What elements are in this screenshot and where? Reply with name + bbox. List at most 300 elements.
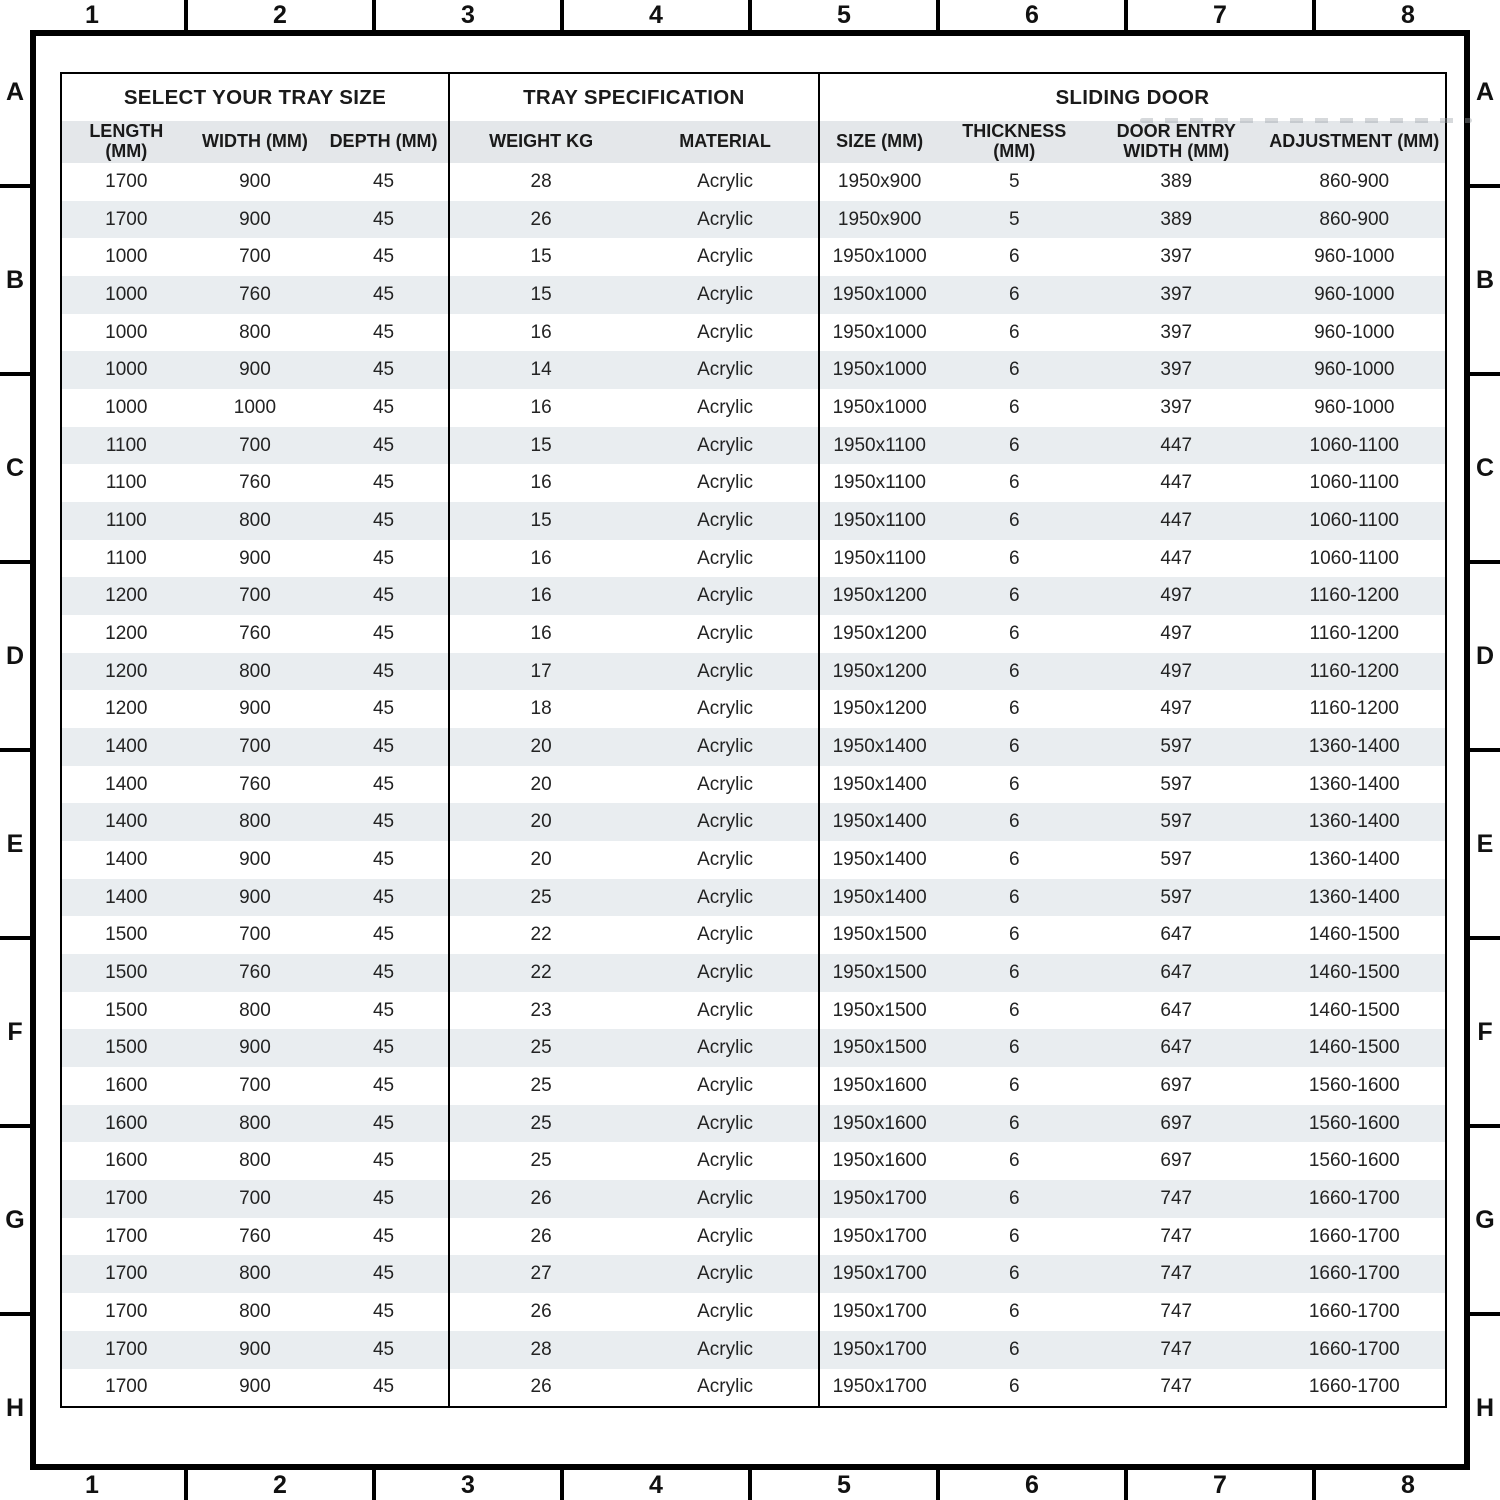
table-cell: 26 <box>448 1369 632 1407</box>
column-header: WEIGHT KG <box>448 121 632 163</box>
table-cell: 1400 <box>105 811 148 833</box>
ruler-label-top-7: 8 <box>1401 0 1415 29</box>
table-cell: 25 <box>448 879 632 917</box>
table-row <box>62 163 1445 201</box>
ruler-label-right-4: E <box>1470 752 1500 940</box>
table-cell: 45 <box>372 434 395 456</box>
table-cell: 45 <box>372 547 395 569</box>
table-cell: 25 <box>448 1029 632 1067</box>
ruler-label-top-5: 6 <box>940 0 1128 30</box>
table-cell: 1950x1200 <box>818 615 940 653</box>
table-row <box>62 389 1445 427</box>
table-cell: 16 <box>448 540 632 578</box>
column-header: LENGTH (MM) <box>89 121 164 161</box>
table-cell: 16 <box>448 464 632 502</box>
table-cell: 25 <box>448 1105 632 1143</box>
table-cell: 15 <box>448 502 632 540</box>
table-cell: 597 <box>1160 773 1193 795</box>
table-cell: 1950x1700 <box>818 1293 940 1331</box>
table-cell: 597 <box>1160 886 1193 908</box>
table-cell: 497 <box>1160 660 1193 682</box>
ruler-label-right-0: A <box>1470 0 1500 188</box>
table-cell: 6 <box>1008 1037 1020 1059</box>
table-cell: 1000 <box>105 321 148 343</box>
ruler-label-top-0: 1 <box>0 0 188 30</box>
ruler-label-bottom-7: 8 <box>1401 1470 1415 1499</box>
table-cell: 1660-1700 <box>1308 1225 1400 1247</box>
table-row <box>62 954 1445 992</box>
table-row <box>62 1255 1445 1293</box>
table-cell: 28 <box>448 1331 632 1369</box>
table-cell: 6 <box>1008 660 1020 682</box>
table-cell: 397 <box>1160 246 1193 268</box>
table-cell: 1950x1100 <box>818 502 940 540</box>
table-cell: 1400 <box>105 848 148 870</box>
table-cell: 45 <box>372 924 395 946</box>
table-cell: 1100 <box>105 547 147 569</box>
table-cell: 1950x1600 <box>818 1142 940 1180</box>
table-row <box>62 351 1445 389</box>
table-cell: 6 <box>1008 1338 1020 1360</box>
table-cell: 16 <box>448 314 632 352</box>
table-row <box>62 653 1445 691</box>
table-cell: 597 <box>1160 735 1193 757</box>
table-cell: 1600 <box>105 1150 148 1172</box>
table-cell: 6 <box>1008 396 1020 418</box>
table-cell: 1950x1000 <box>818 389 940 427</box>
table-cell: 960-1000 <box>1314 246 1395 268</box>
table-cell: Acrylic <box>697 848 754 870</box>
table-cell: 16 <box>448 577 632 615</box>
table-cell: 45 <box>372 1338 395 1360</box>
table-cell: 447 <box>1160 472 1193 494</box>
table-cell: 45 <box>372 1263 395 1285</box>
table-cell: 6 <box>1008 886 1020 908</box>
column-header: WIDTH (MM) <box>201 131 308 152</box>
table-cell: 1500 <box>105 1037 148 1059</box>
column-header: SIZE (MM) <box>818 121 940 163</box>
table-cell: Acrylic <box>697 735 754 757</box>
table-cell: 45 <box>372 1150 395 1172</box>
table-cell: 597 <box>1160 848 1193 870</box>
table-cell: 45 <box>372 735 395 757</box>
table-cell: 1360-1400 <box>1308 811 1400 833</box>
table-cell: 1460-1500 <box>1308 1037 1400 1059</box>
table-cell: 15 <box>448 276 632 314</box>
table-cell: 647 <box>1160 1037 1193 1059</box>
table-row <box>62 690 1445 728</box>
table-cell: 860-900 <box>1319 170 1390 192</box>
table-cell: 1950x1500 <box>818 916 940 954</box>
table-cell: 45 <box>372 472 395 494</box>
section-title: SELECT YOUR TRAY SIZE <box>123 85 387 109</box>
ruler-label-left-3: D <box>0 564 30 752</box>
table-cell: Acrylic <box>697 321 754 343</box>
table-cell: Acrylic <box>697 509 754 531</box>
table-row <box>62 1331 1445 1369</box>
table-cell: 397 <box>1160 396 1193 418</box>
table-cell: 1950x1500 <box>818 992 940 1030</box>
table-cell: 900 <box>239 170 271 192</box>
ruler-label-bottom-6: 7 <box>1128 1470 1316 1500</box>
table-cell: 6 <box>1008 1300 1020 1322</box>
table-cell: 1000 <box>105 396 148 418</box>
table-cell: 1950x900 <box>818 201 940 239</box>
table-cell: Acrylic <box>697 170 754 192</box>
table-cell: 1700 <box>105 1263 148 1285</box>
table-cell: 5 <box>1008 208 1020 230</box>
table-cell: 1700 <box>105 208 148 230</box>
table-cell: 6 <box>1008 999 1020 1021</box>
table-cell: 747 <box>1160 1225 1193 1247</box>
table-cell: 6 <box>1008 773 1020 795</box>
table-cell: 700 <box>239 735 271 757</box>
table-cell: 1700 <box>105 1225 148 1247</box>
table-cell: 6 <box>1008 547 1020 569</box>
table-cell: 1200 <box>105 622 148 644</box>
table-cell: 1700 <box>105 1376 148 1398</box>
table-cell: 700 <box>239 585 271 607</box>
table-cell: 45 <box>372 283 395 305</box>
table-cell: Acrylic <box>697 1338 754 1360</box>
spec-table <box>60 72 1447 1408</box>
table-cell: 800 <box>239 509 271 531</box>
table-cell: 1100 <box>105 434 147 456</box>
table-cell: Acrylic <box>697 1300 754 1322</box>
table-cell: 1950x1700 <box>818 1180 940 1218</box>
table-cell: 14 <box>448 351 632 389</box>
table-row <box>62 803 1445 841</box>
table-cell: 697 <box>1160 1074 1193 1096</box>
table-cell: 1660-1700 <box>1308 1300 1400 1322</box>
table-cell: 1950x1400 <box>818 766 940 804</box>
table-cell: 45 <box>372 886 395 908</box>
table-cell: Acrylic <box>697 886 754 908</box>
ruler-label-top-4: 5 <box>752 0 940 30</box>
table-row <box>62 766 1445 804</box>
table-cell: 1360-1400 <box>1308 886 1400 908</box>
table-cell: 1060-1100 <box>1309 472 1399 494</box>
column-header-row <box>62 121 1445 163</box>
table-cell: 900 <box>239 359 271 381</box>
table-cell: 45 <box>372 585 395 607</box>
table-cell: 800 <box>239 660 271 682</box>
table-cell: Acrylic <box>697 1376 754 1398</box>
table-cell: 20 <box>448 728 632 766</box>
table-cell: 760 <box>239 1225 271 1247</box>
table-cell: 900 <box>239 698 271 720</box>
table-cell: 6 <box>1008 283 1020 305</box>
table-cell: 389 <box>1160 208 1193 230</box>
table-cell: 26 <box>448 1293 632 1331</box>
table-cell: Acrylic <box>697 585 754 607</box>
table-cell: 447 <box>1160 434 1193 456</box>
table-cell: 1660-1700 <box>1308 1187 1400 1209</box>
table-cell: 1700 <box>105 1338 148 1360</box>
table-cell: 1160-1200 <box>1309 660 1399 682</box>
table-cell: 1360-1400 <box>1308 773 1400 795</box>
table-cell: 20 <box>448 841 632 879</box>
table-cell: 960-1000 <box>1314 321 1395 343</box>
column-header: DOOR ENTRY WIDTH (MM) <box>1116 121 1236 161</box>
table-cell: Acrylic <box>697 999 754 1021</box>
table-cell: 447 <box>1160 509 1193 531</box>
table-cell: 760 <box>239 472 271 494</box>
table-cell: 23 <box>448 992 632 1030</box>
table-cell: 747 <box>1160 1338 1193 1360</box>
ruler-label-bottom-1: 2 <box>188 1470 376 1500</box>
table-cell: 647 <box>1160 999 1193 1021</box>
table-cell: 45 <box>372 848 395 870</box>
table-cell: 1950x1400 <box>818 879 940 917</box>
ruler-label-top-6: 7 <box>1128 0 1316 30</box>
ruler-left <box>0 0 30 1500</box>
table-cell: 1160-1200 <box>1309 698 1399 720</box>
table-row <box>62 615 1445 653</box>
table-cell: Acrylic <box>697 773 754 795</box>
table-cell: 45 <box>372 170 395 192</box>
table-cell: 6 <box>1008 735 1020 757</box>
table-cell: 800 <box>239 999 271 1021</box>
table-cell: 860-900 <box>1319 208 1390 230</box>
table-row <box>62 540 1445 578</box>
table-cell: 6 <box>1008 472 1020 494</box>
table-cell: 1160-1200 <box>1309 585 1399 607</box>
table-cell: Acrylic <box>697 1225 754 1247</box>
table-cell: 1660-1700 <box>1308 1376 1400 1398</box>
table-cell: 45 <box>372 246 395 268</box>
table-cell: 1360-1400 <box>1308 848 1400 870</box>
table-cell: 1460-1500 <box>1308 999 1400 1021</box>
table-cell: Acrylic <box>697 359 754 381</box>
table-cell: 1400 <box>105 735 148 757</box>
table-cell: 397 <box>1160 283 1193 305</box>
ruler-label-left-1: B <box>0 188 30 376</box>
table-cell: 27 <box>448 1255 632 1293</box>
table-cell: 1950x1600 <box>818 1105 940 1143</box>
ruler-label-top-3: 4 <box>564 0 752 30</box>
table-cell: 6 <box>1008 811 1020 833</box>
ruler-label-right-1: B <box>1470 188 1500 376</box>
table-row <box>62 502 1445 540</box>
ruler-label-top-2: 3 <box>376 0 564 30</box>
table-cell: 1950x1000 <box>818 276 940 314</box>
table-cell: 900 <box>239 1037 271 1059</box>
table-cell: 1200 <box>105 660 148 682</box>
table-row <box>62 1067 1445 1105</box>
table-cell: Acrylic <box>697 961 754 983</box>
ruler-label-left-5: F <box>0 940 30 1128</box>
table-cell: 1060-1100 <box>1309 434 1399 456</box>
ruler-label-left-7: H <box>5 1393 25 1422</box>
table-cell: 6 <box>1008 961 1020 983</box>
table-cell: 18 <box>448 690 632 728</box>
table-cell: 1950x1100 <box>818 427 940 465</box>
table-cell: 45 <box>372 208 395 230</box>
table-cell: 447 <box>1160 547 1193 569</box>
table-cell: 1600 <box>105 1074 148 1096</box>
table-cell: 1560-1600 <box>1308 1074 1400 1096</box>
table-cell: 760 <box>239 283 271 305</box>
table-row <box>62 314 1445 352</box>
table-cell: 6 <box>1008 1376 1020 1398</box>
table-cell: 747 <box>1160 1300 1193 1322</box>
ruler-label-bottom-2: 3 <box>376 1470 564 1500</box>
table-cell: 397 <box>1160 359 1193 381</box>
table-cell: 1700 <box>105 1300 148 1322</box>
table-row <box>62 1293 1445 1331</box>
table-cell: 1200 <box>105 698 148 720</box>
table-cell: 1400 <box>105 886 148 908</box>
table-cell: 1100 <box>105 509 147 531</box>
table-body <box>62 163 1445 1406</box>
table-cell: 1000 <box>105 359 148 381</box>
table-cell: 5 <box>1008 170 1020 192</box>
section-title-row <box>62 74 1445 121</box>
table-cell: 747 <box>1160 1263 1193 1285</box>
ruler-label-left-2: C <box>0 376 30 564</box>
table-cell: 800 <box>239 811 271 833</box>
table-cell: 1950x1700 <box>818 1218 940 1256</box>
table-cell: 45 <box>372 773 395 795</box>
table-cell: 20 <box>448 766 632 804</box>
table-cell: Acrylic <box>697 622 754 644</box>
table-cell: Acrylic <box>697 1112 754 1134</box>
table-cell: 1000 <box>233 396 277 418</box>
table-cell: 800 <box>239 1300 271 1322</box>
table-cell: Acrylic <box>697 208 754 230</box>
table-cell: 45 <box>372 359 395 381</box>
table-cell: 45 <box>372 1074 395 1096</box>
table-cell: 16 <box>448 615 632 653</box>
table-cell: 700 <box>239 1074 271 1096</box>
table-cell: 597 <box>1160 811 1193 833</box>
table-cell: 1700 <box>105 170 148 192</box>
table-cell: 1950x1700 <box>818 1369 940 1407</box>
table-row <box>62 1180 1445 1218</box>
table-cell: Acrylic <box>697 1037 754 1059</box>
table-cell: 45 <box>372 1225 395 1247</box>
table-cell: 700 <box>239 1187 271 1209</box>
table-cell: 1500 <box>105 961 148 983</box>
table-cell: 45 <box>372 509 395 531</box>
table-cell: Acrylic <box>697 811 754 833</box>
table-cell: 960-1000 <box>1314 283 1395 305</box>
table-cell: 1950x1200 <box>818 690 940 728</box>
table-cell: Acrylic <box>697 1263 754 1285</box>
section-title: TRAY SPECIFICATION <box>448 74 818 121</box>
table-row <box>62 1105 1445 1143</box>
table-cell: 45 <box>372 961 395 983</box>
table-cell: 1950x900 <box>818 163 940 201</box>
table-cell: 1060-1100 <box>1309 547 1399 569</box>
table-cell: 1660-1700 <box>1308 1263 1400 1285</box>
ruler-label-bottom-0: 1 <box>0 1470 188 1500</box>
table-cell: 22 <box>448 916 632 954</box>
table-row <box>62 728 1445 766</box>
table-cell: 700 <box>239 434 271 456</box>
table-cell: 700 <box>239 924 271 946</box>
table-row <box>62 992 1445 1030</box>
table-cell: 1100 <box>105 472 147 494</box>
ruler-label-left-6: G <box>0 1128 30 1316</box>
table-cell: 45 <box>372 660 395 682</box>
table-cell: 1950x1500 <box>818 954 940 992</box>
table-cell: 1060-1100 <box>1309 509 1399 531</box>
table-cell: 26 <box>448 201 632 239</box>
table-cell: 6 <box>1008 585 1020 607</box>
table-cell: 45 <box>372 1376 395 1398</box>
table-cell: 15 <box>448 238 632 276</box>
table-cell: 389 <box>1160 170 1193 192</box>
table-cell: 1950x1400 <box>818 803 940 841</box>
table-cell: 647 <box>1160 961 1193 983</box>
table-cell: 20 <box>448 803 632 841</box>
table-cell: 6 <box>1008 246 1020 268</box>
table-row <box>62 238 1445 276</box>
table-cell: 1160-1200 <box>1309 622 1399 644</box>
ruler-label-right-3: D <box>1470 564 1500 752</box>
ruler-label-right-2: C <box>1470 376 1500 564</box>
table-cell: 1950x1200 <box>818 653 940 691</box>
table-cell: 1560-1600 <box>1308 1150 1400 1172</box>
table-cell: 960-1000 <box>1314 396 1395 418</box>
table-cell: Acrylic <box>697 472 754 494</box>
table-cell: 45 <box>372 698 395 720</box>
table-cell: 800 <box>239 1112 271 1134</box>
table-cell: 6 <box>1008 509 1020 531</box>
table-cell: Acrylic <box>697 660 754 682</box>
table-cell: 800 <box>239 321 271 343</box>
table-cell: 45 <box>372 622 395 644</box>
table-cell: 1000 <box>105 283 148 305</box>
table-cell: 45 <box>372 1300 395 1322</box>
ruler-label-right-7: H <box>1475 1393 1495 1422</box>
table-cell: 1950x1400 <box>818 728 940 766</box>
table-cell: 1460-1500 <box>1308 924 1400 946</box>
table-cell: Acrylic <box>697 1187 754 1209</box>
table-cell: 1700 <box>105 1187 148 1209</box>
table-row <box>62 1142 1445 1180</box>
ruler-label-bottom-4: 5 <box>752 1470 940 1500</box>
table-cell: 1950x1700 <box>818 1255 940 1293</box>
table-cell: 26 <box>448 1180 632 1218</box>
table-row <box>62 464 1445 502</box>
table-cell: 6 <box>1008 1074 1020 1096</box>
column-header: MATERIAL <box>679 131 771 152</box>
table-cell: 6 <box>1008 1112 1020 1134</box>
table-cell: 17 <box>448 653 632 691</box>
table-cell: 900 <box>239 1376 271 1398</box>
table-cell: 6 <box>1008 434 1020 456</box>
table-cell: 1950x1100 <box>818 464 940 502</box>
table-cell: Acrylic <box>697 434 754 456</box>
table-cell: 900 <box>239 886 271 908</box>
table-cell: Acrylic <box>697 283 754 305</box>
table-cell: 25 <box>448 1142 632 1180</box>
table-cell: 1500 <box>105 999 148 1021</box>
table-cell: 1400 <box>105 773 148 795</box>
table-cell: 45 <box>372 321 395 343</box>
table-cell: 22 <box>448 954 632 992</box>
ruler-label-right-5: F <box>1470 940 1500 1128</box>
table-cell: 1600 <box>105 1112 148 1134</box>
table-row <box>62 1029 1445 1067</box>
table-cell: 1660-1700 <box>1308 1338 1400 1360</box>
table-cell: 900 <box>239 208 271 230</box>
table-cell: 6 <box>1008 1263 1020 1285</box>
ruler-right <box>1470 0 1500 1500</box>
